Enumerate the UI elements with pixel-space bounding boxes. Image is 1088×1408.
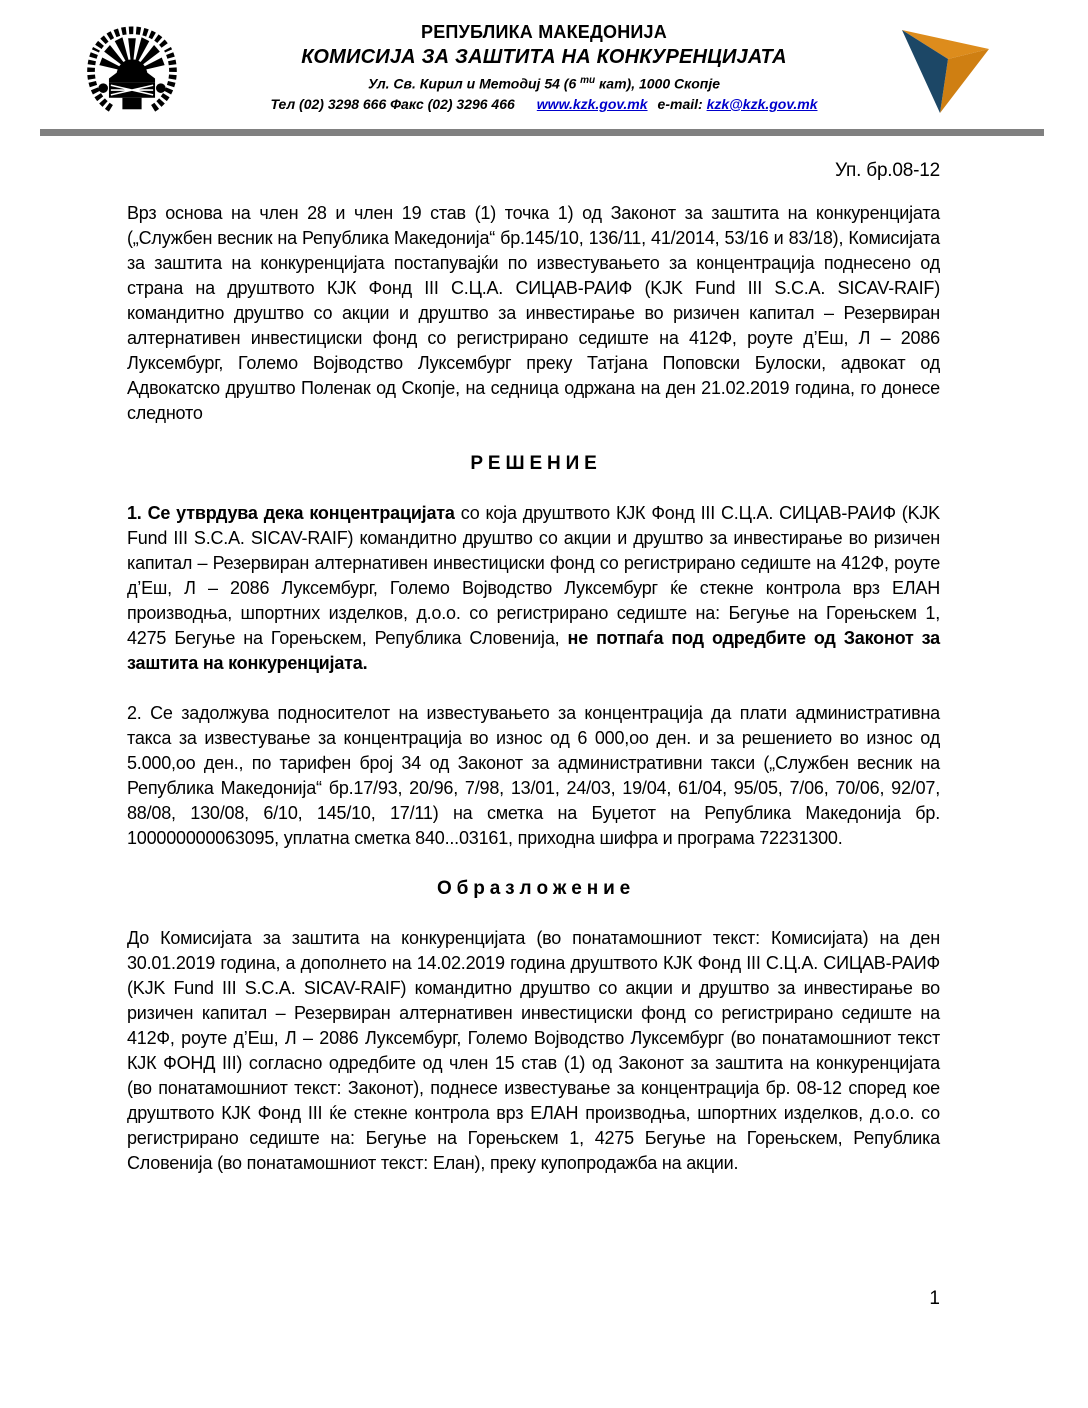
document-body [127, 158, 940, 1201]
country-title: РЕПУБЛИКА МАКЕДОНИЈА [421, 22, 667, 42]
address-floor-sup: ти [580, 75, 596, 86]
explanation-paragraph: До Комисијата за заштита на конкуренцијата (во понатамошниот текст: Комисијата) на ден 30.01.2019 година, а дополнето на 14.02.2019 година друштвото КЈК Фонд III С.Ц.А. СИЦАВ-РАИФ (KJK Fund III S.C.A. SICAV-RAIF) командитно друштво со акции и друштво за инвестирање во ризичен капитал – Резервиран алтернативен инвестициски фонд со регистрирано седиште на 412Ф, роуте д’Еш, Л – 2086 Луксембург, Големо Војводство Луксембург (во понатамошниот текст КЈК ФОНД III) согласно одредбите од член 15 став (1) од Законот за заштита на конкуренцијата (во понатамошниот текст: Законот), поднесе известување за концентрација бр. 08-12 според кое друштвото КЈК Фонд III ќе стекне контрола врз ЕЛАН производња, шпортних изделков, д.о.о. со регистрирано седиште на: Бегуње на Горењскем 1, 4275 Бегуње на Горењскем, Република Словенија (во понатамошниот текст: Елан), преку купопродажба на акции. [127, 928, 940, 1173]
macedonia-coat-of-arms-icon [84, 14, 180, 122]
address-pre: Ул. Св. Кирил и Методиј 54 (6 [368, 75, 581, 92]
decision-item-1-lead: 1. Се утврдува дека концентрацијата [127, 503, 455, 523]
intro-paragraph: Врз основа на член 28 и член 19 став (1) точка 1) од Законот за заштита на конкуренцијата („Службен весник на Република Македонија“ бр.145/10, 136/11, 41/2014, 53/16 и 83/18), Комисијата за заштита на конкуренцијата постапувајќи по известувањето за концентрација поднесено од страна на друштвото КЈК Фонд III С.Ц.А. СИЦАВ-РАИФ (KJK Fund III S.C.A. SICAV-RAIF) командитно друштво со акции и друштво за инвестирање во ризичен капитал – Резервиран алтернативен инвестициски фонд со регистрирано седиште на 412Ф, роуте д’Еш, Л – 2086 Луксембург, Големо Војводство Луксембург преку Татјана Поповски Булоски, адвокат од Адвокатско друштво Поленак од Скопје, на седница одржана на ден 21.02.2019 година, го донесе следното [127, 203, 940, 423]
kzk-logo-icon [884, 20, 996, 120]
phone-fax: Тел (02) 3298 666 Факс (02) 3296 466 [270, 95, 515, 112]
contact-line [195, 96, 893, 112]
email-link[interactable]: kzk@kzk.gov.mk [706, 95, 818, 112]
explanation-heading: О б р а з л о ж е н и е [436, 878, 631, 899]
decision-item-1 [127, 501, 940, 676]
commission-title: КОМИСИЈА ЗА ЗАШТИТА НА КОНКУРЕНЦИЈАТА [301, 46, 787, 68]
letterhead [195, 22, 893, 112]
decision-item-1-body: со која друштвото КЈК Фонд III С.Ц.А. СИЦАВ-РАИФ (KJK Fund III S.C.A. SICAV-RAIF) командитно друштво со акции и друштво за инвестирање во ризичен капитал – Резервиран алтернативен инвестициски фонд со регистрирано седиште на 412Ф, роуте д’Еш, Л – 2086 Луксембург, Големо Војводство Луксембург ќе стекне контрола врз ЕЛАН производња, шпортних изделков, д.о.о. со регистрирано седиште на: Бегуње на Горењскем 1, 4275 Бегуње на Горењскем, Република Словенија, [127, 503, 940, 648]
case-number: Уп. бр.08-12 [835, 160, 940, 181]
email-label: e-mail: [657, 95, 703, 112]
header-divider [40, 129, 1044, 136]
address-post: кат), 1000 Скопје [595, 75, 720, 92]
decision-item-2: 2. Се задолжува подносителот на известувањето за концентрација да плати административна такса за известување за концентрација во износ од 6 000,оо ден. и за решението во износ од 5.000,оо ден., по тарифен број 34 од Законот за административни такси („Службен весник на Република Македонија“ бр.17/93, 20/96, 7/98, 13/01, 24/03, 19/04, 61/04, 95/05, 7/06, 70/06, 92/07, 88/08, 130/08, 6/10, 145/10, 17/11) на сметка на Буџетот на Република Македонија бр. 100000000063095, уплатна сметка 840...03161, приходна шифра и програма 72231300. [127, 703, 940, 848]
decision-item-1-tail: не потпаѓа под одредбите од Законот за заштита на конкуренцијата. [127, 628, 940, 673]
website-link[interactable]: www.kzk.gov.mk [536, 95, 648, 112]
address-line [195, 75, 893, 92]
decision-heading: Р Е Ш Е Н И Е [470, 453, 597, 474]
page-number: 1 [929, 1288, 940, 1309]
